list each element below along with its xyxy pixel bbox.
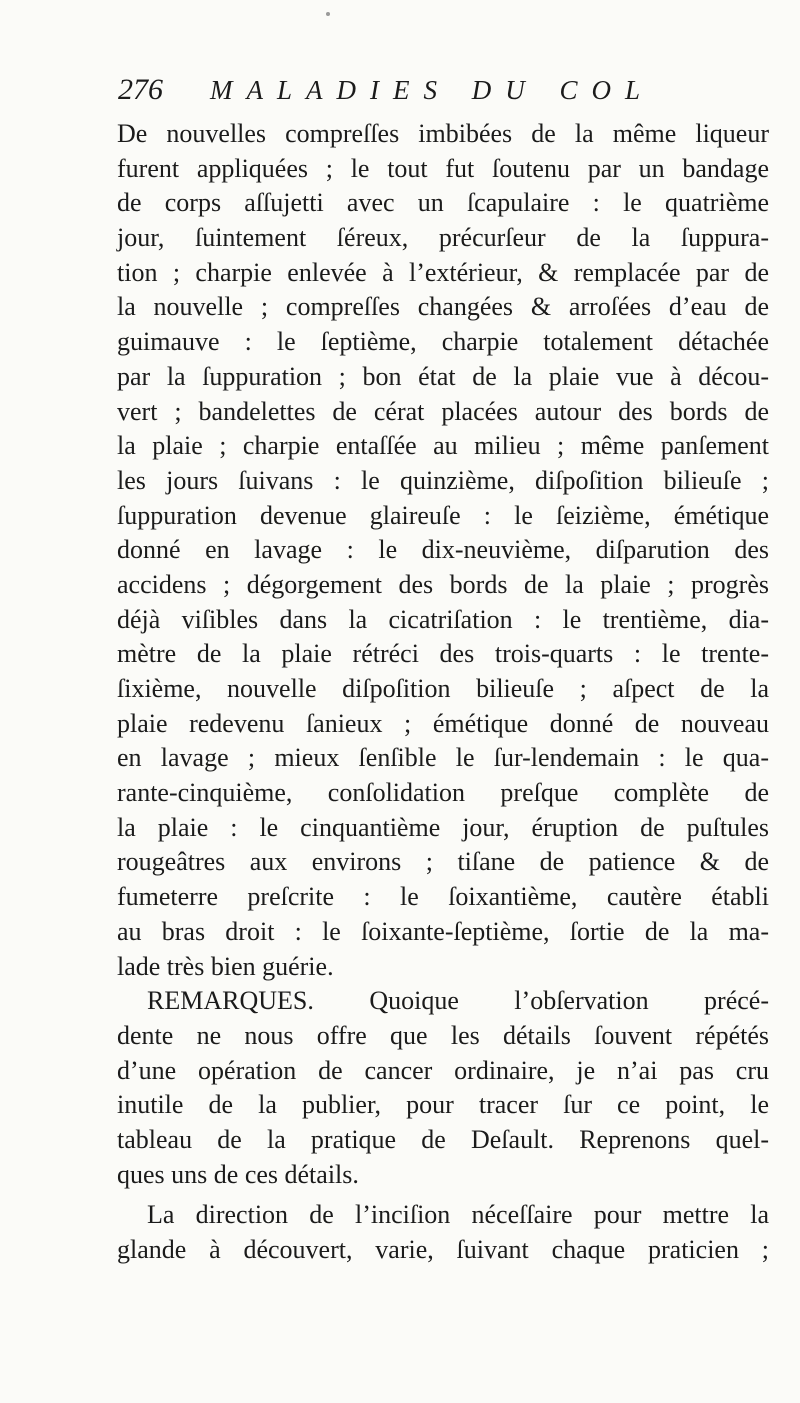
text-line: la plaie ; charpie entaſſée au milieu ; même panſement: [117, 431, 769, 461]
text-line: jour, ſuintement ſéreux, précurſeur de la ſuppura-: [117, 223, 769, 253]
text-line: par la ſuppuration ; bon état de la plaie vue à décou-: [117, 361, 769, 391]
text-line: mètre de la plaie rétréci des trois-quarts : le trente-: [117, 639, 769, 669]
text-line: inutile de la publier, pour tracer ſur ce point, le: [117, 1090, 769, 1120]
text-line: ſixième, nouvelle diſpoſition bilieuſe ; aſpect de la: [117, 674, 769, 703]
text-line: tableau de la pratique de Deſault. Reprenons quel-: [117, 1124, 769, 1154]
text-line: furent appliquées ; le tout fut ſoutenu par un bandage: [117, 153, 769, 183]
text-line: de corps aſſujetti avec un ſcapulaire : le quatrième: [117, 188, 769, 218]
ink-speck: [326, 12, 330, 16]
text-line: ſuppuration devenue glaireuſe : le ſeizième, émétique: [117, 500, 769, 530]
text-line: la nouvelle ; compreſſes changées & arroſées d’eau de: [117, 292, 769, 322]
remarques-paragraph-start: REMARQUES. Quoique l’obſervation précé-: [147, 986, 769, 1016]
page-header: [118, 70, 768, 110]
text-line: glande à découvert, varie, ſuivant chaque praticien ;: [117, 1235, 769, 1264]
text-line: donné en lavage : le dix-neuvième, diſparution des: [117, 535, 769, 565]
text-line: déjà viſibles dans la cicatriſation : le trentième, dia-: [117, 604, 769, 634]
text-line: fumeterre preſcrite : le ſoixantième, cautère établi: [117, 882, 769, 912]
text-line: tion ; charpie enlevée à l’extérieur, & remplacée par de: [117, 257, 769, 287]
text-line: accidens ; dégorgement des bords de la plaie ; progrès: [117, 569, 769, 599]
text-line: les jours ſuivans : le quinzième, diſpoſition bilieuſe ;: [117, 465, 769, 495]
page-number: 276: [118, 73, 163, 106]
text-line: vert ; bandelettes de cérat placées autour des bords de: [117, 396, 769, 426]
text-line: d’une opération de cancer ordinaire, je n’ai pas cru: [117, 1055, 769, 1085]
running-title: MALADIES DU COL: [210, 75, 654, 105]
text-line: De nouvelles compreſſes imbibées de la même liqueur: [117, 119, 769, 148]
text-line: rante-cinquième, conſolidation preſque complète de: [117, 778, 769, 808]
text-line: lade très bien guérie.: [117, 951, 334, 981]
text-line: plaie redevenu ſanieux ; émétique donné de nouveau: [117, 708, 769, 738]
text-line: rougeâtres aux environs ; tiſane de patience & de: [117, 847, 769, 877]
paragraph-start: La direction de l’inciſion néceſſaire pour mettre la: [147, 1200, 769, 1230]
text-line: ques uns de ces détails.: [117, 1159, 359, 1189]
text-line: guimauve : le ſeptième, charpie totalement détachée: [117, 327, 769, 357]
text-line: dente ne nous offre que les détails ſouvent répétés: [117, 1020, 769, 1050]
text-line: en lavage ; mieux ſenſible le ſur-lendemain : le qua-: [117, 743, 769, 773]
text-line: la plaie : le cinquantième jour, éruption de puſtules: [117, 812, 769, 842]
text-line: au bras droit : le ſoixante-ſeptième, ſortie de la ma-: [117, 916, 769, 946]
body-text: [117, 117, 769, 1268]
